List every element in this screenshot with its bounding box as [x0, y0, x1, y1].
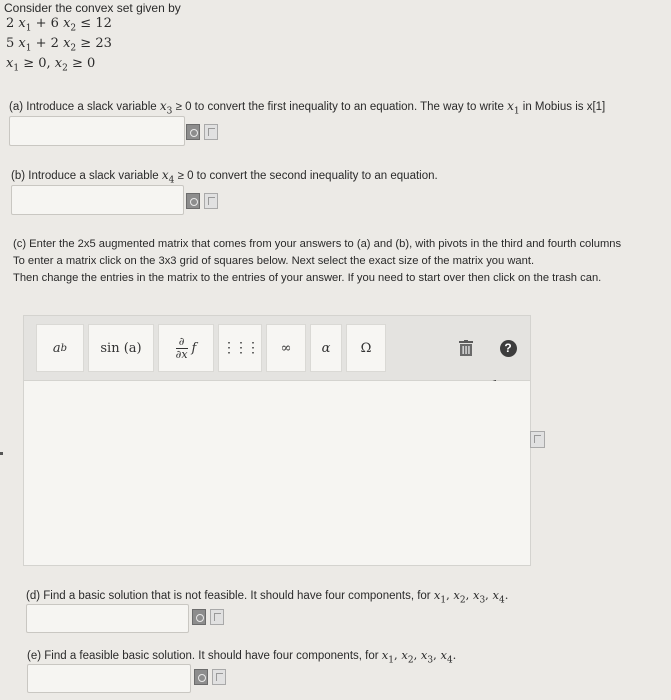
- omega-button[interactable]: Ω: [346, 324, 386, 372]
- matrix-button[interactable]: ⋮⋮⋮: [218, 324, 262, 372]
- trash-icon: [459, 340, 473, 356]
- syntax-help-icon[interactable]: [212, 669, 226, 685]
- preview-icon[interactable]: [192, 609, 206, 625]
- part-e-question: (e) Find a feasible basic solution. It should have four components, for $x_1$, $x_2$, $x_3$, $x_4$.: [27, 648, 457, 666]
- trash-button[interactable]: [446, 324, 486, 372]
- intro-text: Consider the convex set given by: [4, 1, 181, 15]
- part-b-question: (b) Introduce a slack variable $x_4 \ge 0$ to convert the second inequality to an equation.: [11, 168, 438, 186]
- part-d-question: (d) Find a basic solution that is not feasible. It should have four components, for $x_1$, $x_2$, $x_3$, $x_4$.: [26, 588, 509, 606]
- syntax-help-icon[interactable]: [204, 124, 218, 140]
- syntax-help-icon[interactable]: [210, 609, 224, 625]
- preview-icon[interactable]: [186, 124, 200, 140]
- help-button[interactable]: [492, 324, 524, 372]
- part-b-icons: [186, 193, 218, 209]
- preview-icon[interactable]: [194, 669, 208, 685]
- matrix-editor-area[interactable]: [23, 381, 531, 566]
- constraint-2: 5 $x_1 + 2$ $x_2 \ge 23$: [6, 36, 112, 54]
- constraint-1: 2 $x_1 + 6$ $x_2 \le 12$: [6, 16, 112, 34]
- part-e-answer-input[interactable]: [27, 664, 191, 693]
- part-a-question: (a) Introduce a slack variable $x_3 \ge 0$ to convert the first inequality to an equation. The way to write $x_1$ in Mobius is x[1]: [9, 99, 606, 117]
- edge-marker: [0, 452, 3, 455]
- part-d-icons: [192, 609, 224, 625]
- part-e-icons: [194, 669, 226, 685]
- preview-icon[interactable]: [186, 193, 200, 209]
- part-a-icons: [186, 124, 218, 140]
- editor-preview-icon[interactable]: [530, 431, 545, 448]
- part-a-answer-input[interactable]: [9, 116, 185, 146]
- derivative-button[interactable]: ∂ ∂x f: [158, 324, 214, 372]
- sin-button[interactable]: sin (a): [88, 324, 154, 372]
- part-c-question: (c) Enter the 2x5 augmented matrix that comes from your answers to (a) and (b), with pivots in the third and fourth columns To enter a matrix click on the 3x3 grid of squares below. Next select the exact size of the matrix you want. Then change the entries in the matrix to the entries of your answer. If you need to start over then click on the trash can.: [13, 238, 622, 284]
- math-toolbar: [23, 315, 531, 381]
- alpha-button[interactable]: α: [310, 324, 342, 372]
- syntax-help-icon[interactable]: [204, 193, 218, 209]
- part-b-answer-input[interactable]: [11, 185, 184, 215]
- infinity-button[interactable]: ∞: [266, 324, 306, 372]
- constraint-3: $x_1 \ge 0$, $x_2 \ge 0$: [6, 56, 96, 74]
- part-d-answer-input[interactable]: [26, 604, 189, 633]
- help-icon: ?: [500, 340, 517, 357]
- power-button[interactable]: a b: [36, 324, 84, 372]
